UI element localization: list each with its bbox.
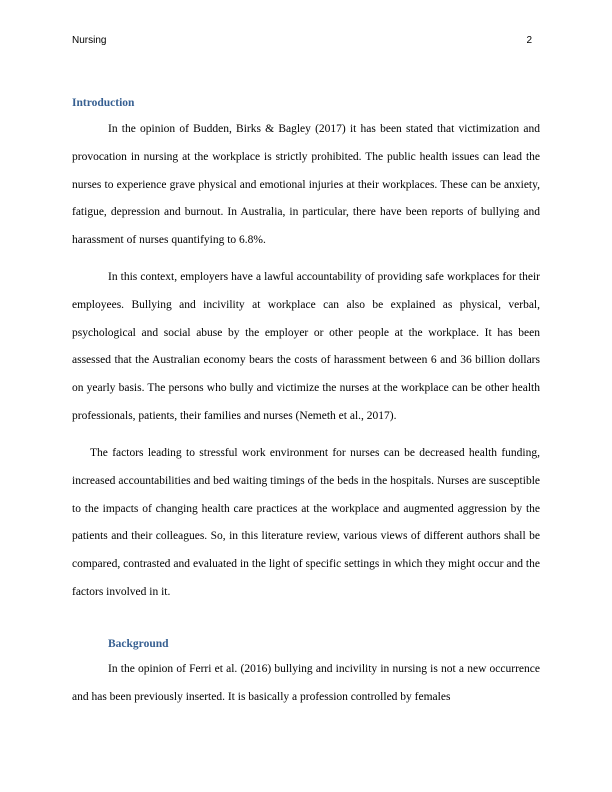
background-paragraph-1: In the opinion of Ferri et al. (2016) bullying and incivility in nursing is not a new occurrence and has been previously inserted. It is basically a profession controlled by females xyxy=(72,663,540,703)
running-title: Nursing xyxy=(72,35,107,46)
intro-paragraph-2: In this context, employers have a lawful accountability of providing safe workplaces for their employees. Bullying and incivility at workplace can also be explained as physical, verbal, psychological and social abuse by the employer or other people at the workplace. It has been assessed that the Australian economy bears the costs of harassment between 6 and 36 billion dollars on yearly basis. The persons who bully and victimize the nurses at the workplace can be other health professionals, patients, their families and nurses (Nemeth et al., 2017). xyxy=(72,271,540,422)
intro-paragraph-1: In the opinion of Budden, Birks & Bagley (2017) it has been stated that victimization and provocation in nursing at the workplace is strictly prohibited. The public health issues can lead the nurses to experience grave physical and emotional injuries at their workplaces. These can be anxiety, fatigue, depression and burnout. In Australia, in particular, there have been reports of bullying and harassment of nurses quantifying to 6.8%. xyxy=(72,123,540,247)
introduction-heading: Introduction xyxy=(72,97,135,109)
page-number: 2 xyxy=(526,35,532,46)
intro-paragraph-3: The factors leading to stressful work environment for nurses can be decreased health funding, increased accountabilities and bed waiting timings of the beds in the hospitals. Nurses are susceptible to the impacts of changing health care practices at the workplace and augmented aggression by the patients and their colleagues. So, in this literature review, various views of different authors shall be compared, contrasted and evaluated in the light of specific settings in which they might occur and the factors involved in it. xyxy=(72,447,540,598)
background-heading: Background xyxy=(108,638,169,650)
page-header xyxy=(72,35,540,51)
